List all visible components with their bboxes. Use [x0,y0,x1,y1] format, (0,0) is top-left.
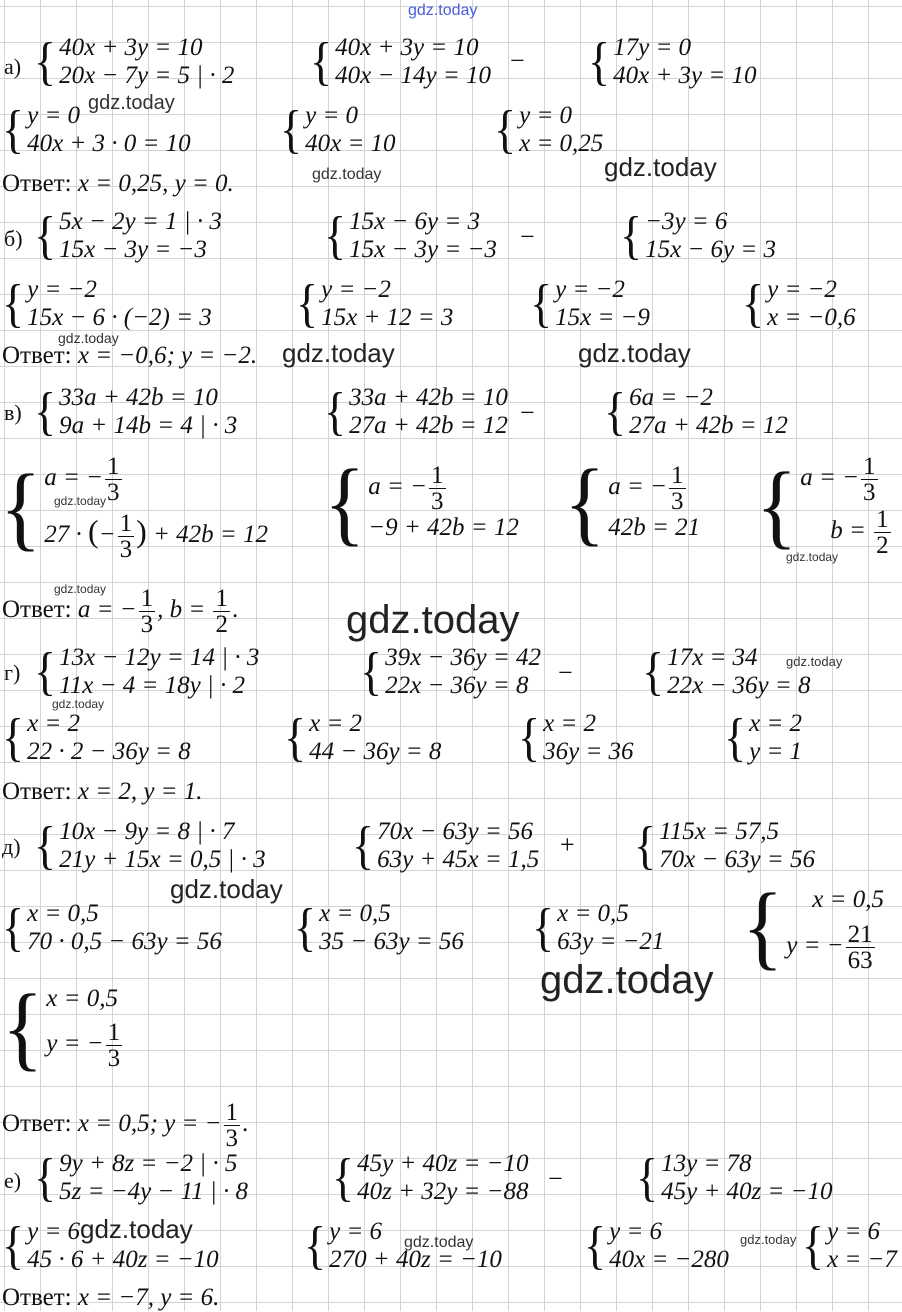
d-system-8: { x = 0,5 y = − $\frac{1}{3}$ [2,974,121,1080]
watermark: gdz.today [312,166,382,183]
v-system-5: { a = − $\frac{1}{3}$ −9 + 42b = 12 [324,448,519,555]
g-op: − [558,658,573,687]
e-system-7: { y = 6 x = −7 [802,1215,897,1275]
d-system-3: { 115x = 57,5 70x − 63y = 56 [634,815,816,875]
fraction: $\frac{1}{2}$ [876,505,889,559]
g-system-5: { x = 2 44 − 36y = 8 [284,707,442,767]
e-system-2: { 45y + 40z = −10 40z + 32y = −88 [332,1147,529,1207]
part-d-label: д) [2,834,21,859]
e-answer: Ответ: x = −7, y = 6. [2,1284,220,1311]
watermark: gdz.today [346,598,520,642]
d-answer: Ответ: x = 0,5; y = − $\frac{1}{3}$ . [2,1099,249,1152]
b-system-7: { y = −2 x = −0,6 [742,273,856,333]
a-system-5: { y = 0 40x = 10 [280,99,396,159]
v-system-4: { a = − $\frac{1}{3}$ 27 · (− $\frac{1}{3}$ ) + 42b = 12 [0,452,268,563]
e-system-3: { 13y = 78 45y + 40z = −10 [636,1147,833,1207]
d-system-6: { x = 0,5 63y = −21 [532,897,665,957]
watermark: gdz.today [282,338,395,368]
e-op: − [548,1164,563,1193]
fraction: $\frac{21}{63}$ [847,920,873,974]
watermark: gdz.today [740,1232,797,1247]
watermark: gdz.today [408,2,478,19]
fraction: $\frac{1}{3}$ [863,452,876,506]
b-system-1: { 5x − 2y = 1 | · 3 15x − 3y = −3 [34,205,222,265]
g-system-6: { x = 2 36y = 36 [518,707,634,767]
b-system-4: { y = −2 15x − 6 · (−2) = 3 [2,273,212,333]
g-system-2: { 39x − 36y = 42 22x − 36y = 8 [360,641,542,701]
watermark: gdz.today [80,1214,193,1244]
watermark: gdz.today [54,494,107,508]
e-system-1: { 9y + 8z = −2 | · 5 5z = −4y − 11 | · 8 [34,1147,249,1207]
a-system-3: { 17y = 0 40x + 3y = 10 [588,31,757,91]
v-answer: Ответ: a = − $\frac{1}{3}$ , b = $\frac{1}{2}$ . [2,585,239,638]
g-system-3: { 17x = 34 22x − 36y = 8 [642,641,811,701]
watermark: gdz.today [404,1234,474,1251]
v-system-2: { 33a + 42b = 10 27a + 42b = 12 [324,381,508,441]
part-b-label: б) [4,226,23,251]
e-system-6: { y = 6 40x = −280 [584,1215,729,1275]
part-g-label: г) [4,660,21,685]
watermark: gdz.today [170,874,283,904]
b-system-5: { y = −2 15x + 12 = 3 [296,273,454,333]
a-system-4: { y = 0 40x + 3 · 0 = 10 [2,99,191,159]
d-system-2: { 70x − 63y = 56 63y + 45x = 1,5 [352,815,540,875]
a-system-1: { 40x + 3y = 10 20x − 7y = 5 | · 2 [34,31,235,91]
fraction: $\frac{1}{3}$ [431,461,444,515]
part-a-label: а) [4,54,22,79]
v-system-3: { 6a = −2 27a + 42b = 12 [604,381,788,441]
a-system-6: { y = 0 x = 0,25 [494,99,604,159]
g-answer: Ответ: x = 2, y = 1. [2,778,203,805]
a-op: − [510,46,525,75]
v-system-1: { 33a + 42b = 10 9a + 14b = 4 | · 3 [34,381,238,441]
e-system-4: { y = 6 45 · 6 + 40z = −10 [2,1215,219,1275]
g-system-4: { x = 2 22 · 2 − 36y = 8 [2,707,191,767]
watermark: gdz.today [88,92,175,114]
a-system-2: { 40x + 3y = 10 40x − 14y = 10 [310,31,492,91]
fraction: $\frac{1}{3}$ [107,1018,121,1072]
g-system-1: { 13x − 12y = 14 | · 3 11x − 4 = 18y | · 2 [34,641,260,701]
v-system-7: { a = − $\frac{1}{3}$ b = $\frac{1}{2}$ [756,451,889,559]
part-v-label: в) [4,400,22,425]
watermark: gdz.today [58,330,119,346]
v-system-6: { a = − $\frac{1}{3}$ 42b = 21 [564,448,701,555]
g-system-7: { x = 2 y = 1 [724,707,803,767]
watermark: gdz.today [54,582,107,596]
fraction: $\frac{1}{3}$ [225,1099,238,1152]
watermark: gdz.today [540,958,714,1002]
b-answer: Ответ: x = −0,6; y = −2. [2,342,258,369]
watermark: gdz.today [786,550,839,564]
b-op: − [520,222,535,251]
d-system-1: { 10x − 9y = 8 | · 7 21y + 15x = 0,5 | · 3 [34,815,266,875]
fraction: $\frac{1}{3}$ [119,509,133,563]
fraction: $\frac{1}{3}$ [140,585,154,638]
a-answer: Ответ: x = 0,25, y = 0. [2,170,234,197]
v-op: − [520,398,535,427]
watermark: gdz.today [578,338,691,368]
watermark: gdz.today [786,654,843,669]
b-system-2: { 15x − 6y = 3 15x − 3y = −3 [324,205,497,265]
watermark: gdz.today [52,697,105,711]
d-system-4: { x = 0,5 70 · 0,5 − 63y = 56 [2,897,222,957]
watermark: gdz.today [604,152,717,182]
d-system-7: { x = 0,5 y = − $\frac{21}{63}$ [742,873,884,980]
fraction: $\frac{1}{2}$ [215,585,228,638]
d-system-5: { x = 0,5 35 − 63y = 56 [294,897,464,957]
d-op: + [560,830,575,859]
b-system-3: { −3y = 6 15x − 6y = 3 [620,205,777,265]
b-system-6: { y = −2 15x = −9 [530,273,650,333]
fraction: $\frac{1}{3}$ [671,461,684,515]
e-system-5: { y = 6 270 + 40z = −10 [304,1215,502,1275]
part-e-label: е) [4,1168,22,1193]
fraction: $\frac{1}{3}$ [107,452,120,506]
